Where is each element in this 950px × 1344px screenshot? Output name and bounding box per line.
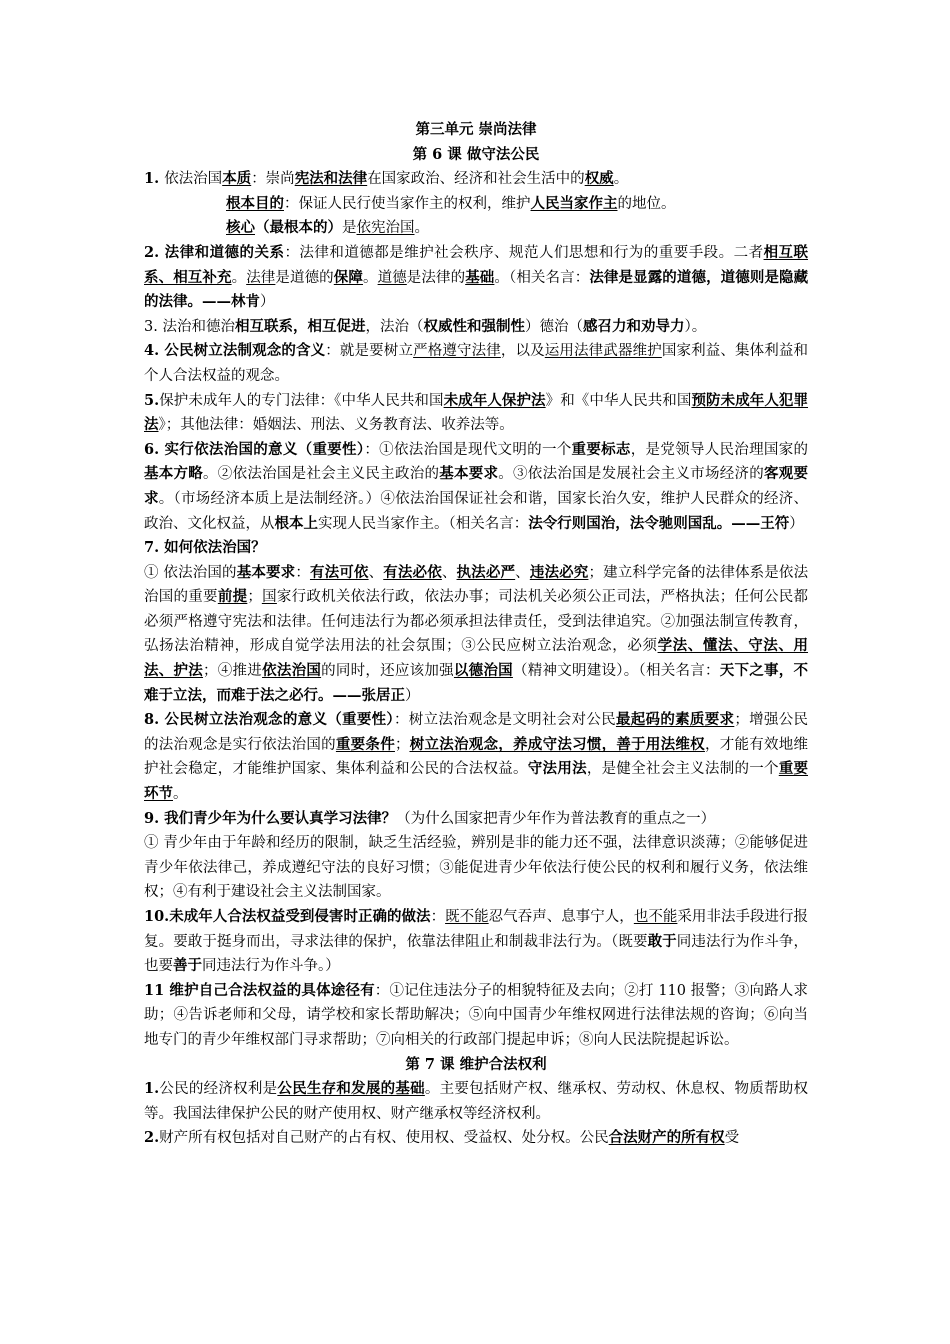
text-run: 以德治国 (453, 662, 513, 680)
paragraph (144, 831, 808, 905)
text-run: 学法、懂法、守法、用法、护法 (144, 637, 809, 680)
text-run: ） (260, 294, 275, 311)
paragraph (144, 905, 808, 979)
text-run: 、 (515, 564, 530, 581)
text-run: 宪法和法律 (294, 170, 368, 188)
paragraph (144, 339, 808, 388)
text-run: 有法必依 (383, 563, 442, 581)
unit-title: 第三单元 崇尚法律 (415, 121, 537, 138)
text-run: 基本要求 (439, 465, 499, 483)
paragraph (144, 389, 808, 438)
text-run: 、 (368, 564, 384, 581)
paragraph (144, 708, 808, 806)
paragraph (144, 167, 808, 192)
text-run: 国 (261, 589, 277, 606)
text-run: 权威 (584, 170, 614, 188)
text-run: ： (295, 564, 310, 581)
text-run: 相互联系、相互补充 (144, 243, 809, 286)
text-run: ：①依法治国是现代文明的一个 (364, 441, 572, 458)
text-run: ① 依法治国的 (144, 564, 237, 581)
paragraph (144, 241, 808, 315)
text-run: 本质 (222, 170, 252, 188)
paragraph (144, 979, 808, 1053)
text-run: 最起码的素质要求 (615, 711, 735, 729)
text-run: 重要条件 (335, 735, 395, 753)
text-run: 。 (613, 171, 629, 188)
text-run: 采用非法手段进行报复。要敢于挺身而出，寻求法律的保护，依靠法律阻止和制裁非法行为。（既要 (144, 909, 809, 950)
lesson-6-title: 第 6 课 做守法公民 (412, 145, 540, 163)
text-run: 客观要求 (144, 465, 809, 507)
text-run: ）德治（ (524, 318, 583, 335)
text-run: ；建立科学完备的法律体系是依法治国的重要 (144, 564, 809, 606)
text-run: 家行政机关依法行政，依法办事；司法机关必须公正司法，严格执法；任何公民都必须严格遵守宪法和法律。任何违法行为都必须承担法律责任，受到法律追究。②加强法制宣传教育，弘扬法治精神，形成自觉学法用法的社会氛围；③公民应树立法治观念，必须 (144, 589, 809, 655)
text-run: 在国家政治、经济和社会生活中的 (367, 171, 585, 188)
text-run: ：树立法治观念是文明社会对公民 (393, 712, 616, 729)
text-run: 根本目的 (226, 194, 284, 212)
text-run: 基础 (465, 268, 495, 286)
text-run: ） (789, 515, 804, 532)
text-run: 11 维护自己合法权益的具体途径有 (144, 981, 375, 999)
text-run: 有法可依 (309, 563, 369, 581)
text-run: ，以及 (500, 343, 545, 360)
text-run: ）。 (684, 318, 707, 335)
text-run: 合法财产的所有权 (608, 1129, 725, 1147)
text-run: 9. 我们青少年为什么要认真学习法律？ (144, 809, 397, 827)
text-run: 是 (342, 220, 357, 237)
text-run: 道德 (377, 269, 407, 286)
text-run: 核心 (226, 219, 255, 237)
text-run: ① 青少年由于年龄和经历的限制，缺乏生活经验，辨别是非的能力还不强，法律意识淡薄；②能够促进青少年依法律己，养成遵纪守法的良好习惯；③能促进青少年依法行使公民的权利和履行义务，依法维权；④有利于建设社会主义法制国家。 (144, 835, 808, 901)
text-run: 法律是显露的道德，道德则是隐藏的法律。——林肯 (144, 268, 809, 311)
text-run: 是道德的 (275, 269, 334, 286)
text-run: 严格遵守法律 (413, 343, 501, 360)
paragraph (144, 561, 808, 709)
text-run: 3. 法治和德治 (144, 318, 235, 335)
lesson-7-body (144, 1077, 808, 1151)
lesson-6-body (144, 167, 808, 1052)
text-run: （精神文明建设）。（相关名言： (512, 663, 720, 680)
text-run: 2. 法律和道德的关系 (144, 243, 285, 261)
paragraph (144, 438, 808, 536)
text-run: 。 (362, 269, 378, 286)
text-run: 善于 (173, 957, 202, 975)
text-run: 5. (144, 391, 160, 409)
text-run: 依法治国 (164, 171, 223, 188)
text-run: 国家利益、集体利益和个人合法权益的观念。 (144, 343, 809, 384)
text-run: 未成年人保护法 (443, 391, 546, 409)
text-run: ：崇尚 (251, 171, 295, 188)
text-run: 公民生存和发展的基础 (277, 1080, 425, 1098)
text-run: 前提 (217, 588, 248, 606)
text-run: 10.未成年人合法权益受到侵害时正确的做法 (144, 908, 431, 925)
text-run: 。 (173, 786, 188, 803)
text-run: 的地位。 (617, 195, 676, 212)
text-run: 预防未成年人犯罪法 (144, 391, 809, 434)
text-run: ） (405, 687, 420, 704)
text-run: 守法用法 (527, 760, 587, 778)
paragraph (144, 315, 808, 340)
text-run: ； (247, 589, 262, 606)
text-run: 1. (144, 1080, 160, 1098)
text-run: ： (430, 909, 446, 925)
text-run: 同违法行为作斗争。） (202, 958, 340, 975)
text-run: 受 (724, 1130, 740, 1147)
text-run: （最根本的） (255, 219, 342, 237)
text-run: ，是党领导人民治理国家的 (630, 441, 808, 458)
text-run: 保障 (333, 268, 363, 286)
paragraph (144, 807, 808, 832)
text-run: 树立法治观念，养成守法习惯，善于用法维权 (409, 735, 705, 753)
text-run: 1. (144, 170, 165, 188)
text-run: 相互联系，相互促进 (234, 317, 366, 335)
text-run: 忍气吞声、息事宁人， (488, 909, 634, 925)
text-run: 、 (441, 564, 457, 581)
text-run: ：①记住违法分子的相貌特征及去向；②打 110 报警；③向路人求助；④告诉老师和父母，请学校和家长帮助解决；⑤向中国青少年维权网进行法律法规的咨询；⑥向当地专门的青少年维权部门寻求帮助；⑦向相关的行政部门提起申诉；⑧向人民法院提起诉讼。 (144, 982, 808, 1048)
text-run: 法令行则国治，法令驰则国乱。——王符 (528, 514, 790, 532)
text-run: 权威性和强制性 (423, 317, 525, 335)
text-run: 敢于 (647, 932, 677, 950)
document-body (144, 118, 808, 1151)
text-run: ；增强公民的法治观念是实行依法治国的 (144, 712, 808, 753)
text-run: 。③依法治国是发展社会主义市场经济的 (498, 466, 764, 483)
text-run: 公民的经济权利是 (159, 1081, 278, 1098)
text-run: 依宪治国 (356, 220, 415, 237)
paragraph (144, 536, 808, 561)
text-run: 》；其他法律：婚姻法、刑法、义务教育法、收养法等。 (158, 417, 514, 434)
text-run: 。（市场经济本质上是法制经济。）④依法治国保证社会和谐，国家长治久安，维护人民群众的经济、政治、文化权益，从 (144, 490, 809, 532)
text-run: 根本上 (274, 514, 318, 532)
text-run: 执法必严 (456, 563, 516, 581)
text-run: 既不能 (445, 909, 489, 925)
text-run: 违法必究 (529, 563, 589, 581)
text-run: ，法治（ (365, 318, 424, 335)
paragraph (144, 216, 808, 241)
text-run: 7. 如何依法治国？ (144, 539, 266, 557)
text-run: 》和《中华人民共和国 (545, 392, 692, 409)
text-run: 。 (231, 269, 247, 286)
text-run: 法律 (246, 269, 276, 286)
text-run: ，是健全社会主义法制的一个 (586, 761, 779, 778)
paragraph (144, 1126, 808, 1151)
text-run: 实现人民当家作主。（相关名言： (318, 515, 529, 532)
text-run: ； (394, 736, 410, 753)
text-run: 2. (144, 1129, 160, 1147)
text-run: 。 (414, 220, 429, 237)
text-run: 重要环节 (144, 760, 809, 803)
text-run: 同违法行为作斗争，也要 (144, 933, 809, 975)
text-run: 基本方略 (144, 465, 204, 483)
text-run: 8. 公民树立法治观念的意义（重要性） (144, 711, 394, 729)
text-run: 。②依法治国是社会主义民主政治的 (203, 466, 440, 483)
text-run: ；④推进 (203, 663, 263, 680)
text-run: 天下之事，不难于立法，而难于法之必行。——张居正 (144, 662, 809, 704)
text-run: 。（相关名言： (494, 269, 590, 286)
text-run: 财产所有权包括对自己财产的占有权、使用权、受益权、处分权。公民 (159, 1130, 609, 1147)
text-run: 是法律的 (406, 269, 466, 286)
text-run: 保护未成年人的专门法律：《中华人民共和国 (159, 392, 444, 409)
paragraph (144, 192, 808, 217)
text-run: 重要标志 (571, 440, 631, 458)
text-run: 依法治国 (262, 662, 322, 680)
text-run: 基本要求 (236, 563, 296, 581)
text-run: 也不能 (633, 909, 678, 925)
paragraph (144, 1077, 808, 1126)
text-run: 的同时，还应该加强 (321, 663, 454, 680)
text-run: 感召力和劝导力 (582, 317, 685, 335)
text-run: ：保证人民行使当家作主的权利，维护 (284, 195, 531, 212)
text-run: 6. 实行依法治国的意义（重要性） (144, 440, 365, 458)
text-run: 。主要包括财产权、继承权、劳动权、休息权、物质帮助权等。我国法律保护公民的财产使用权、财产继承权等经济权利。 (144, 1081, 809, 1122)
lesson-7-title: 第 7 课 维护合法权利 (405, 1055, 547, 1073)
text-run: ：就是要树立 (325, 343, 414, 360)
text-run: （为什么国家把青少年作为普法教育的重点之一） (396, 810, 716, 827)
text-run: ，才能有效地维护社会稳定，才能维护国家、集体利益和公民的合法权益。 (144, 736, 809, 778)
text-run: 运用法律武器维护 (544, 343, 662, 360)
text-run: 人民当家作主 (530, 194, 618, 212)
text-run: ：法律和道德都是维护社会秩序、规范人们思想和行为的重要手段。二者 (284, 244, 764, 261)
text-run: 4. 公民树立法制观念的含义 (144, 342, 326, 360)
